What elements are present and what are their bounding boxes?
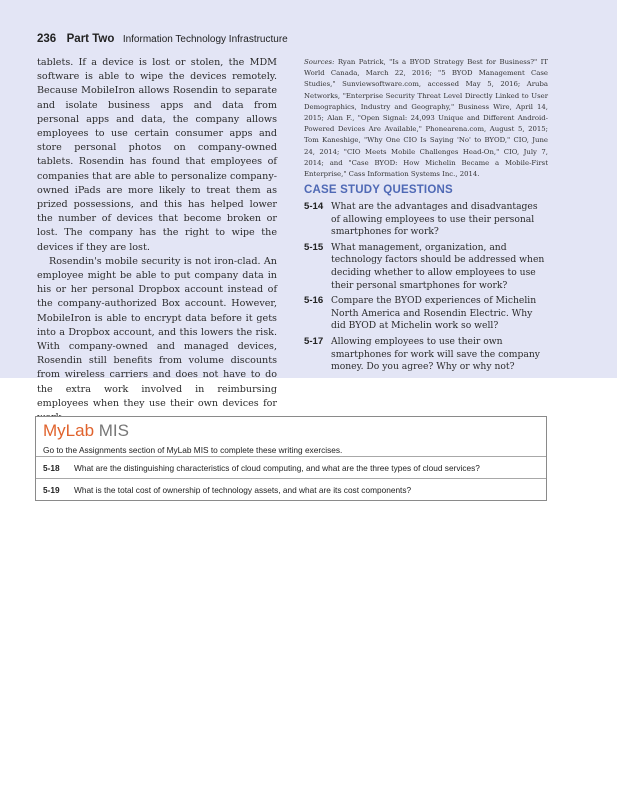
question-text: Allowing employees to use their own smartphones for work will save the company money. Do you agree? Why or why not? <box>331 335 540 373</box>
question-text: Compare the BYOD experiences of Michelin North America and Rosendin Electric. Why did BYOD at Michelin work so well? <box>331 295 537 332</box>
question-number: 5-16 <box>304 295 324 307</box>
case-text-column <box>37 56 277 425</box>
case-paragraph: Rosendin's mobile security is not iron-clad. An employee might be able to put company data in his or her personal Dropbox account instead of the company-authorized Box account. However, MobileIron is able to encrypt data before it gets into a Dropbox account, and this lowers the risk. With company-owned and managed devices, Rosendin still benefits from volume discounts from wireless carriers and does not have to do the extra work involved in reimbursing employees when they use their own devices for <box>37 255 277 409</box>
question-number: 5-15 <box>304 241 324 253</box>
question-number: 5-14 <box>304 201 324 212</box>
case-paragraph: tablets. If a device is lost or stolen, the MDM software is able to wipe the devices remotely. Because MobileIron allows Rosendin to separate and isolate business apps and data from personal apps and data, the company allows employees to use certain consumer apps and store personal photos on company-owned tablets. Rosendin has found that employees of companies that are able to personalize company-owned iPads are more likely to treat them as prized possessions, and this has helped lower the number of devices that become broken or lost. The company has the right to wipe the devices if they are lost. <box>37 57 277 253</box>
question-item <box>304 336 549 374</box>
question-item <box>304 242 549 292</box>
mylab-product: MIS <box>98 421 129 440</box>
section-title: Information Technology Infrastructure <box>122 34 288 45</box>
running-header <box>37 29 288 47</box>
exercise-row <box>36 478 546 501</box>
exercise-row <box>36 456 546 479</box>
sources-label: Sources: <box>304 58 335 66</box>
question-text: What management, organization, and technology factors should be addressed when deciding whether to allow employees to use their personal smartphones for work? <box>331 241 545 291</box>
question-item <box>304 295 549 333</box>
case-study-questions <box>304 201 549 377</box>
sources-text: Ryan Patrick, "Is a BYOD Strategy Best for Business?" IT World Canada, March 22, 2016; "5 BYOD Management Case Studies," Sunviewsoftware.com, accessed May 5, 2016; Aruba Networks, "Enterprise Security Threat Level Directly Linked to User Demographics, Industry and Geography," Business Wire, April 14, 2015; Alan F., "Open Signal: 24,093 Unique and Different Android-Powered Devices Are Available," Phonearena.com, August 5, 2015; Tom Kaneshige, "Why One CIO Is Saying 'No' to BYOD," CIO, June 24, 2014; "CIO Meets Mobile Challenges Head-On," CIO, July 7, 2014; and "Case BYOD: How Michelin Became a Mobile-First Enterprise," Cass Information Systems Inc., 2014. <box>304 58 548 179</box>
exercise-text: What are the distinguishing characteristics of cloud computing, and what are the three types of cloud services? <box>74 463 480 473</box>
mylab-exercise-box <box>35 416 547 501</box>
mylab-title <box>43 421 129 441</box>
question-number: 5-17 <box>304 335 324 347</box>
question-text: What are the advantages and disadvantages of allowing employees to use their personal smartphones for work? <box>331 201 538 238</box>
mylab-intro: Go to the Assignments section of MyLab MIS to complete these writing exercises. <box>43 445 343 455</box>
case-study-questions-heading: CASE STUDY QUESTIONS <box>304 184 453 196</box>
sources-note <box>304 57 548 180</box>
page-number: 236 <box>37 33 57 45</box>
exercise-number: 5-19 <box>43 485 60 495</box>
exercise-number: 5-18 <box>43 463 60 473</box>
question-item <box>304 201 549 239</box>
mylab-brand: MyLab <box>43 421 95 440</box>
exercise-text: What is the total cost of ownership of technology assets, and what are its cost components? <box>74 485 412 495</box>
part-label: Part Two <box>66 33 115 45</box>
